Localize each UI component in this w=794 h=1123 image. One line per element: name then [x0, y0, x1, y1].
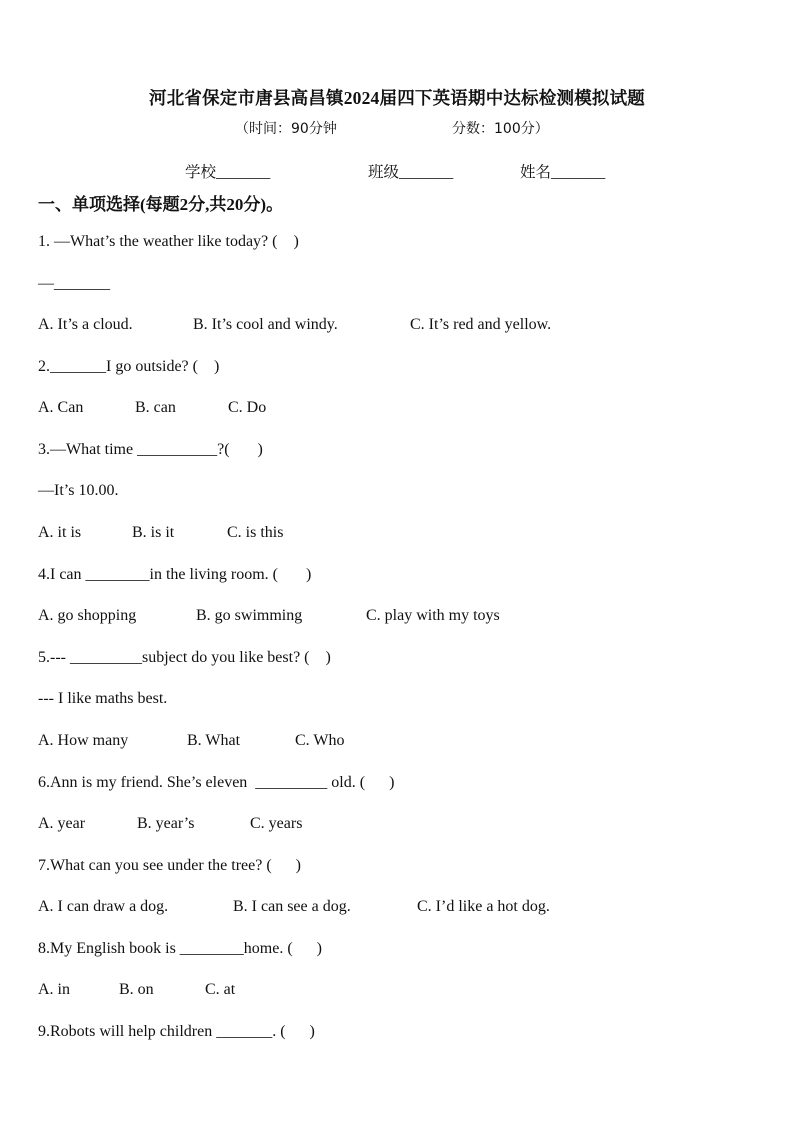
q8-option-b: B. on: [119, 981, 154, 998]
question-5: 5.--- _________subject do you like best? ( ): [38, 649, 331, 666]
q5-option-c: C. Who: [295, 732, 345, 749]
class-field: 班级_______: [368, 164, 454, 181]
question-8: 8.My English book is ________home. ( ): [38, 940, 322, 957]
q3-option-c: C. is this: [227, 524, 284, 541]
q8-option-a: A. in: [38, 981, 70, 998]
q6-option-a: A. year: [38, 815, 86, 832]
exam-time: （时间：90分钟: [235, 121, 337, 137]
q2-option-b: B. can: [135, 399, 176, 416]
q7-option-b: B. I can see a dog.: [233, 898, 351, 915]
question-3-reply: —It’s 10.00.: [38, 482, 119, 499]
question-1-answer-line: —_______: [38, 275, 110, 292]
q1-option-a: A. It’s a cloud.: [38, 316, 133, 333]
q2-option-a: A. Can: [38, 399, 84, 416]
q5-option-b: B. What: [187, 732, 241, 749]
q1-option-b: B. It’s cool and windy.: [193, 316, 338, 333]
page-title: 河北省保定市唐县高昌镇2024届四下英语期中达标检测模拟试题: [149, 88, 645, 108]
question-4: 4.I can ________in the living room. ( ): [38, 566, 312, 583]
q4-option-b: B. go swimming: [196, 607, 303, 624]
q4-option-a: A. go shopping: [38, 607, 137, 624]
school-field: 学校_______: [185, 164, 271, 181]
name-field: 姓名_______: [520, 164, 606, 181]
question-7: 7.What can you see under the tree? ( ): [38, 857, 301, 874]
q1-option-c: C. It’s red and yellow.: [410, 316, 552, 333]
q6-option-c: C. years: [250, 815, 303, 832]
q3-option-b: B. is it: [132, 524, 175, 541]
q3-option-a: A. it is: [38, 524, 82, 541]
section-heading: 一、单项选择(每题2分,共20分)。: [38, 195, 284, 214]
question-3: 3.—What time __________?( ): [38, 441, 263, 458]
q4-option-c: C. play with my toys: [366, 607, 500, 624]
q8-option-c: C. at: [205, 981, 236, 998]
question-1: 1. —What’s the weather like today? ( ): [38, 233, 299, 250]
question-9: 9.Robots will help children _______. ( ): [38, 1023, 315, 1040]
question-2: 2._______I go outside? ( ): [38, 358, 220, 375]
q5-option-a: A. How many: [38, 732, 129, 749]
q7-option-a: A. I can draw a dog.: [38, 898, 169, 915]
q6-option-b: B. year’s: [137, 815, 195, 832]
q7-option-c: C. I’d like a hot dog.: [417, 898, 550, 915]
exam-score: 分数：100分）: [452, 121, 549, 137]
question-5-reply: --- I like maths best.: [38, 690, 168, 707]
question-6: 6.Ann is my friend. She’s eleven _________ old. ( ): [38, 774, 395, 791]
q2-option-c: C. Do: [228, 399, 267, 416]
